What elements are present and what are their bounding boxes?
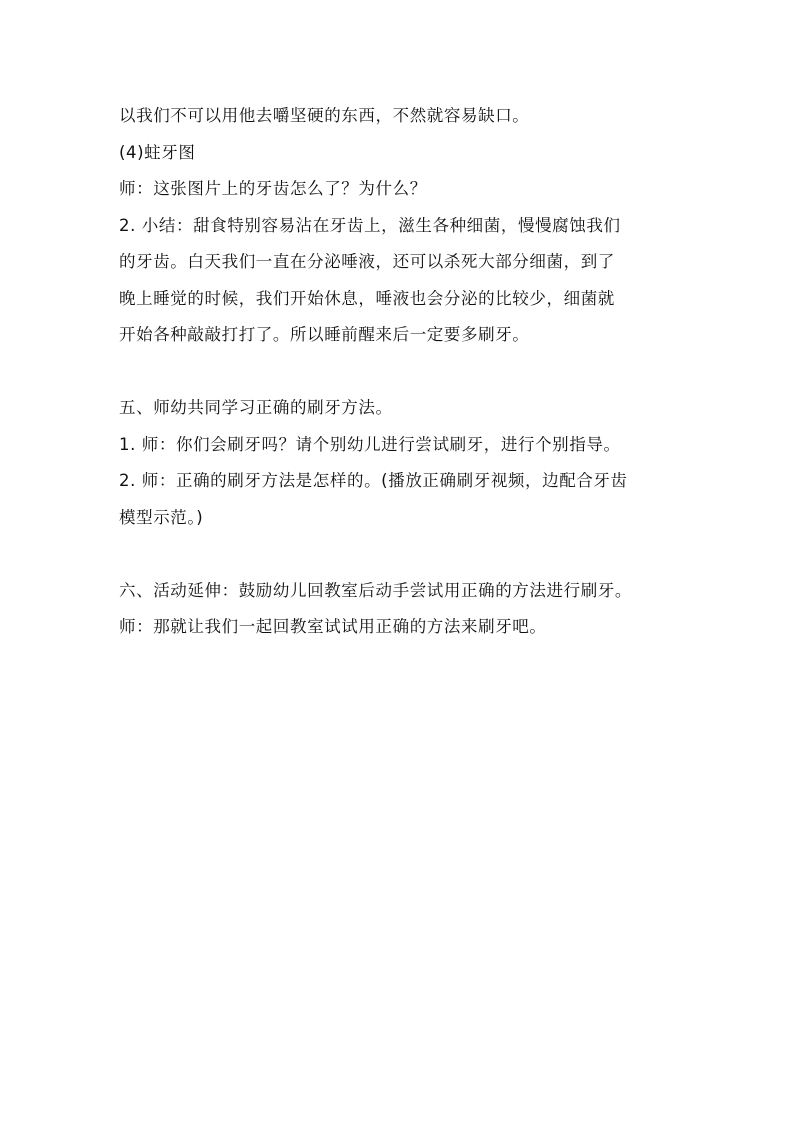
subheading-cavity-picture: (4)蛀牙图 [119,142,196,162]
summary-line: 开始各种敲敲打打了。所以睡前醒来后一定要多刷牙。 [119,325,530,344]
document-body [119,98,699,646]
paragraph-line: 以我们不可以用他去嚼坚硬的东西，不然就容易缺口。 [119,106,530,125]
step-line: 2. 师：正确的刷牙方法是怎样的。(播放正确刷牙视频，边配合牙齿 [119,471,628,490]
teacher-question-line: 师：这张图片上的牙齿怎么了？为什么？ [119,179,427,198]
section-six-heading: 六、活动延伸：鼓励幼儿回教室后动手尝试用正确的方法进行刷牙。 [119,580,632,600]
step-line: 1. 师：你们会刷牙吗？请个别幼儿进行尝试刷牙，进行个别指导。 [119,434,621,454]
section-five-heading: 五、师幼共同学习正确的刷牙方法。 [119,398,393,417]
paragraph-spacer [119,354,699,391]
step-line: 模型示范。) [119,507,204,527]
closing-line: 师：那就让我们一起回教室试试用正确的方法来刷牙吧。 [119,617,547,636]
paragraph-spacer [119,536,699,573]
summary-line: 晚上睡觉的时候，我们开始休息，唾液也会分泌的比较少，细菌就 [119,288,615,308]
summary-line: 的牙齿。白天我们一直在分泌唾液，还可以杀死大部分细菌，到了 [119,252,615,271]
summary-line: 2. 小结：甜食特别容易沾在牙齿上，滋生各种细菌，慢慢腐蚀我们 [119,215,621,235]
